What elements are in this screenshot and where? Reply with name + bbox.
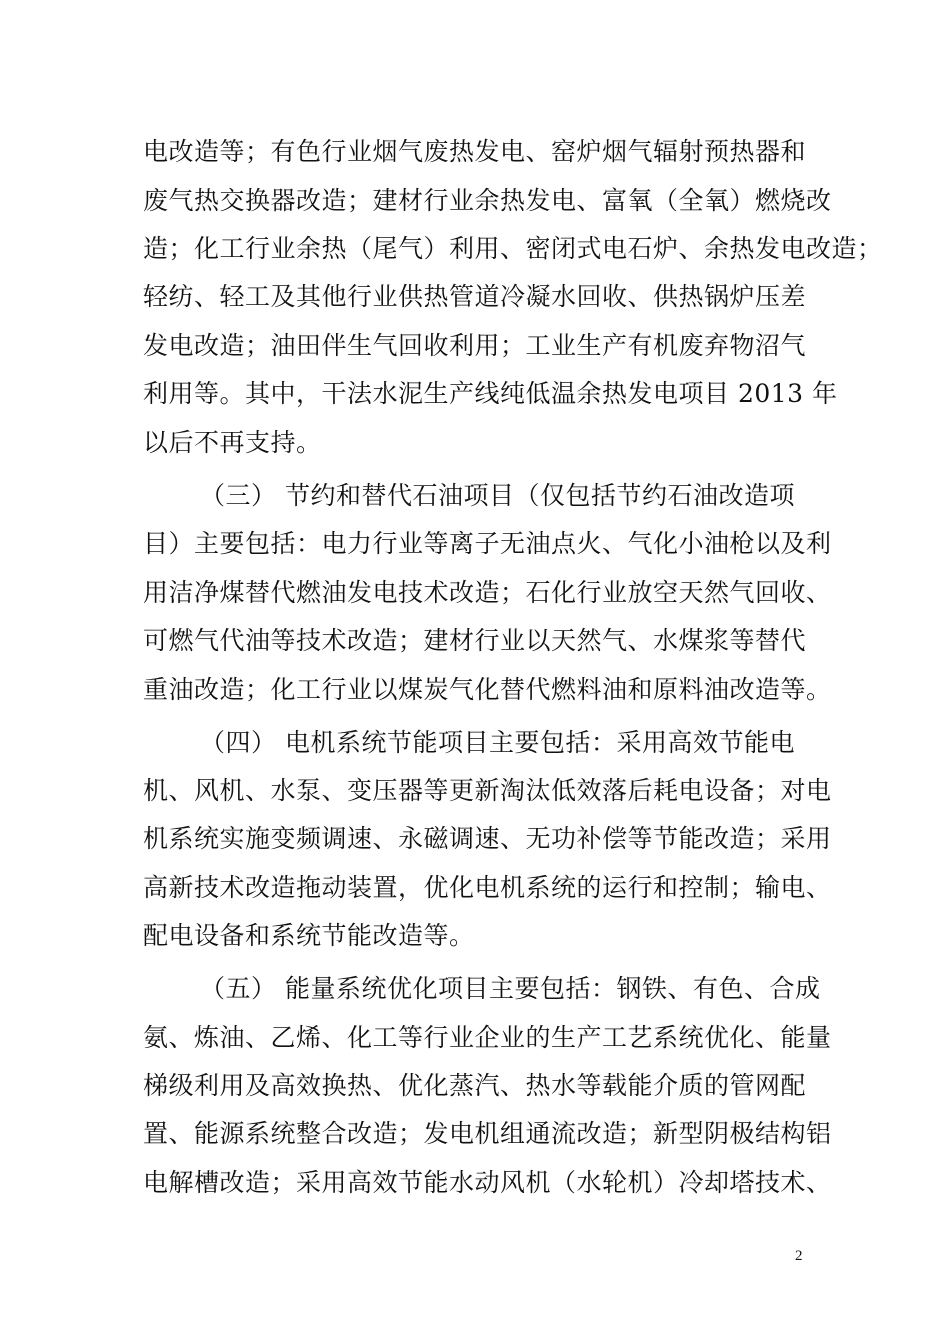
body-text-line: 用洁净煤替代燃油发电技术改造；石化行业放空天然气回收、 — [143, 578, 832, 607]
body-text-line: 机、风机、水泵、变压器等更新淘汰低效落后耗电设备；对电 — [143, 776, 832, 805]
body-text-line: 可燃气代油等技术改造；建材行业以天然气、水煤浆等替代 — [143, 626, 807, 655]
body-text-line: 重油改造；化工行业以煤炭气化替代燃料油和原料油改造等。 — [143, 675, 832, 704]
body-text-line: 以后不再支持。 — [143, 428, 322, 457]
section-three-heading-line: （三） 节约和替代石油项目（仅包括节约石油改造项 — [200, 481, 795, 510]
body-text-line: 电改造等；有色行业烟气废热发电、窑炉烟气辐射预热器和 — [143, 137, 807, 166]
body-text-line: 废气热交换器改造；建材行业余热发电、富氧（全氧）燃烧改 — [143, 186, 832, 215]
body-text-line: 目）主要包括：电力行业等离子无油点火、气化小油枪以及利 — [143, 529, 832, 558]
body-text-line: 置、能源系统整合改造；发电机组通流改造；新型阴极结构铝 — [143, 1119, 832, 1148]
section-five-heading-line: （五） 能量系统优化项目主要包括：钢铁、有色、合成 — [200, 974, 821, 1003]
body-text-line: 轻纺、轻工及其他行业供热管道冷凝水回收、供热锅炉压差 — [143, 282, 807, 311]
body-text-line: 配电设备和系统节能改造等。 — [143, 921, 475, 950]
section-four-heading-line: （四） 电机系统节能项目主要包括：采用高效节能电 — [200, 728, 795, 757]
body-text-line: 造；化工行业余热（尾气）利用、密闭式电石炉、余热发电改造； — [143, 234, 883, 263]
body-text-line: 高新技术改造拖动装置，优化电机系统的运行和控制；输电、 — [143, 873, 832, 902]
body-text-line: 电解槽改造；采用高效节能水动风机（水轮机）冷却塔技术、 — [143, 1168, 832, 1197]
page-number: 2 — [795, 1248, 803, 1264]
body-text-line: 利用等。其中，干法水泥生产线纯低温余热发电项目 2013 年 — [143, 379, 838, 408]
body-text-line: 梯级利用及高效换热、优化蒸汽、热水等载能介质的管网配 — [143, 1071, 807, 1100]
body-text-line: 氨、炼油、乙烯、化工等行业企业的生产工艺系统优化、能量 — [143, 1023, 832, 1052]
body-text-line: 机系统实施变频调速、永磁调速、无功补偿等节能改造；采用 — [143, 824, 832, 853]
body-text-line: 发电改造；油田伴生气回收利用；工业生产有机废弃物沼气 — [143, 331, 807, 360]
